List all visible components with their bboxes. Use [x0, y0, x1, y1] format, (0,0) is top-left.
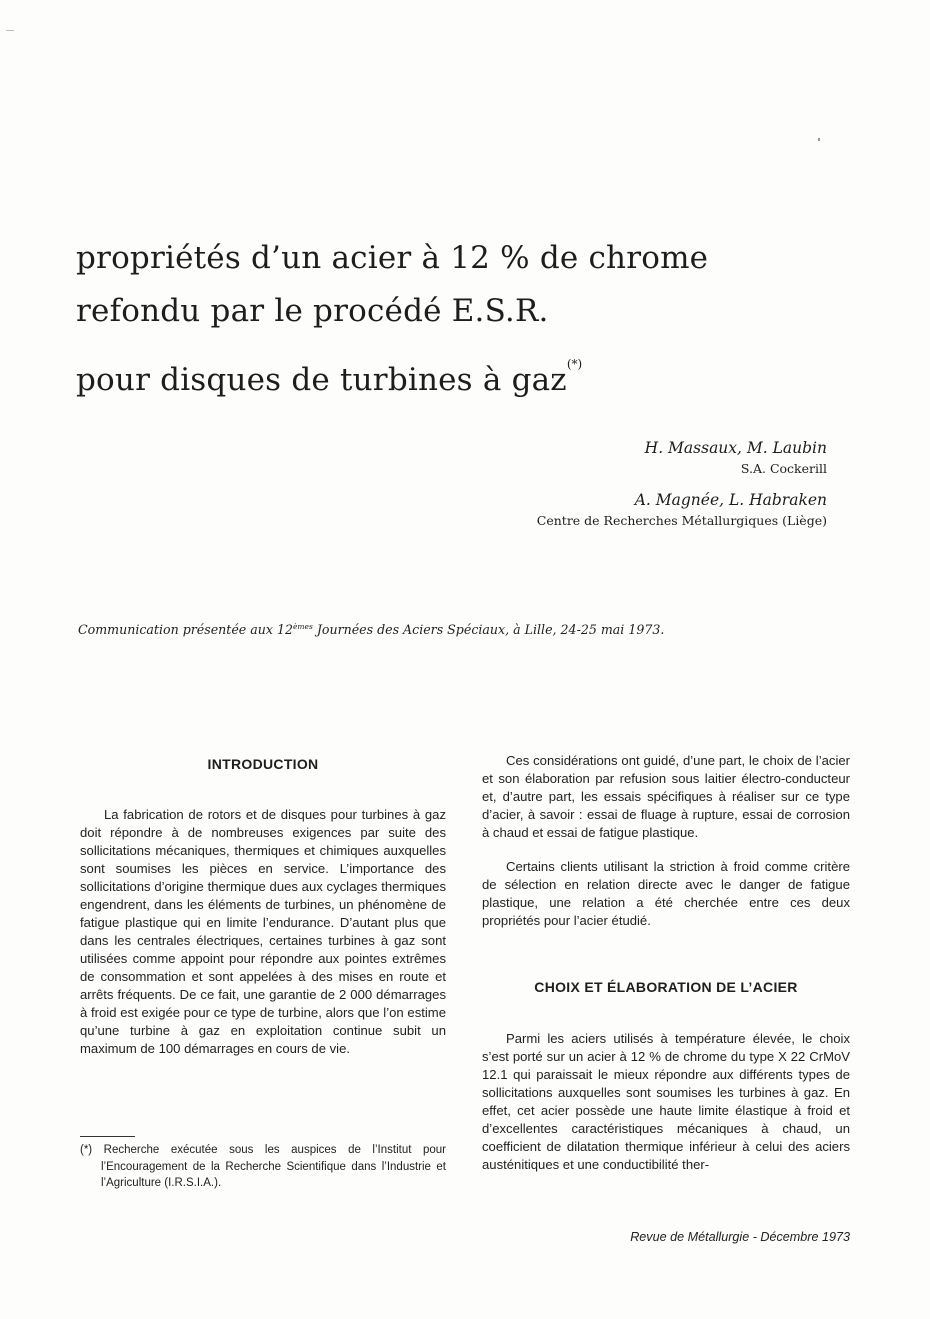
scan-speck	[818, 138, 820, 141]
footnote-text: (*) Recherche exécutée sous les auspices de l’Institut pour l’Encouragement de la Recherche Scientifique dans l’Industrie et l’Agriculture (I.R.S.I.A.).	[80, 1144, 446, 1189]
author-group-2	[327, 489, 827, 531]
introduction-paragraph: La fabrication de rotors et de disques pour turbines à gaz doit répondre à de nombreuses exigences par suite des sollicitations mécaniques, thermiques et chimiques auxquelles sont soumises les pièces en service. L’importance des sollicitations d’origine thermique dues aux cyclages thermiques engendrent, dans les éléments de turbines, un phénomène de fatigue plastique qui en limite l’endurance. D’autant plus que dans les centrales électriques, certaines turbines à gaz sont utilisées comme appoint pour répondre aux pointes extrêmes de consommation et sont appelées à des mises en route et arrêts fréquents. De ce fait, une garantie de 2 000 démarrages à froid est exigée pour ce type de turbine, alors que l’on estime qu’une turbine à gaz en exploitation continue subit un maximum de 100 démarrages en cours de vie.	[80, 807, 446, 1056]
left-column	[80, 752, 446, 1058]
author-group-1	[327, 437, 827, 479]
title-line-2: refondu par le procédé E.S.R.	[76, 293, 549, 329]
body-paragraph: Certains clients utilisant la striction à froid comme critère de sélection en relation directe avec le danger de fatigue plastique, une relation a été cherchée entre ces deux propriétés pour l’acier étudié.	[482, 859, 850, 928]
author-names: A. Magnée, L. Habraken	[634, 491, 827, 509]
footnote	[80, 1136, 446, 1192]
scan-mark	[6, 30, 14, 31]
running-footer: Revue de Métallurgie - Décembre 1973	[630, 1230, 850, 1244]
communication-superscript: èmes	[292, 622, 313, 631]
author-block	[327, 437, 827, 531]
body-paragraph: Parmi les aciers utilisés à température élevée, le choix s’est porté sur un acier à 12 % de chrome du type X 22 CrMoV 12.1 qui paraissait le mieux répondre aux différents types de sollicitations auxquelles sont soumises les turbines à gaz. En effet, cet acier possède une haute limite élastique à froid et d’excellentes caractéristiques mécaniques à chaud, un coefficient de dilatation thermique inférieur à celui des aciers austénitiques et une conductibilité ther-	[482, 1031, 850, 1172]
title-line-3-text: pour disques de turbines à gaz	[76, 362, 567, 398]
communication-note	[78, 617, 838, 640]
article-title	[76, 232, 836, 407]
title-line-1: propriétés d’un acier à 12 % de chrome	[76, 240, 709, 276]
section-heading-introduction: INTRODUCTION	[207, 756, 319, 772]
author-affiliation: S.A. Cockerill	[740, 461, 827, 476]
right-column	[482, 752, 850, 1174]
body-paragraph: Ces considérations ont guidé, d’une part, le choix de l’acier et son élaboration par refusion sous laitier électro-conducteur et, d’autre part, les essais spécifiques à réaliser sur ce type d’acier, à savoir : essai de fluage à rupture, essai de corrosion à chaud et essai de fatigue plastique.	[482, 753, 850, 840]
title-line-3	[76, 338, 836, 407]
communication-text-start: Communication présentée aux 12	[78, 622, 293, 637]
title-footnote-marker: (*)	[566, 357, 583, 371]
author-affiliation: Centre de Recherches Métallurgiques (Liège)	[536, 513, 827, 528]
author-names: H. Massaux, M. Laubin	[644, 439, 827, 457]
section-heading-choix: CHOIX ET ÉLABORATION DE L’ACIER	[534, 979, 798, 995]
communication-text-end: Journées des Aciers Spéciaux, à Lille, 24-25 mai 1973.	[312, 622, 665, 637]
footnote-rule	[80, 1136, 135, 1137]
